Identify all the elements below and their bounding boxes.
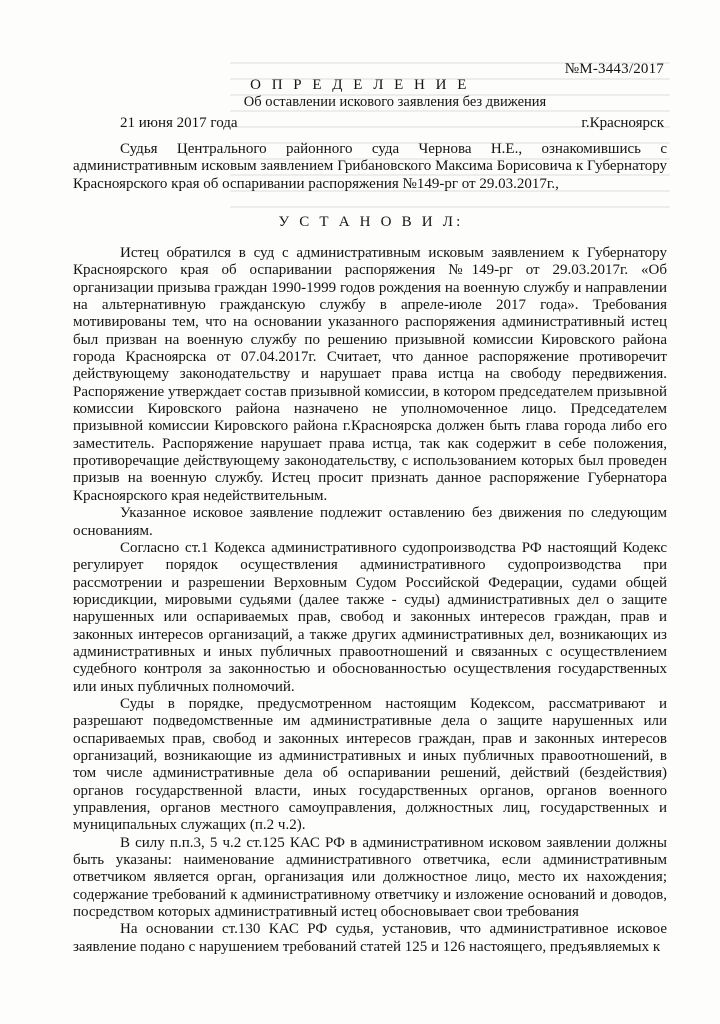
body-paragraph: В силу п.п.3, 5 ч.2 ст.125 КАС РФ в административном исковом заявлении должны быть указаны: наименование административного ответчика, если административным ответчиком является орган, организация или должностное лицо, место их нахождения; содержание требований к административному ответчику и изложение оснований и доводов, посредством которых административный истец обосновывает свои требования — [73, 834, 667, 921]
body-paragraph: Указанное исковое заявление подлежит оставлению без движения по следующим основаниям. — [73, 505, 667, 539]
case-number: №М-3443/2017 — [564, 61, 664, 77]
ustanovil-heading: У С Т А Н О В И Л: — [278, 214, 464, 230]
body-paragraph: Согласно ст.1 Кодекса административного судопроизводства РФ настоящий Кодекс регулирует порядок осуществления административного судопроизводства при рассмотрении и разрешении Верховным Судом Российской Федерации, судами общей юрисдикции, мировыми судьями (далее также - суды) административных дел о защите нарушенных или оспариваемых прав, свобод и законных интересов граждан, прав и законных интересов организаций, а также других административных дел, возникающих из административных и иных публичных правоотношений и связанных с осуществлением судебного контроля за законностью и обоснованностью осуществления государственных или иных публичных полномочий. — [73, 539, 667, 695]
body-paragraph: Истец обратился в суд с административным исковым заявлением к Губернатору Красноярского края об оспаривании распоряжения №149-рг от 29.03.2017г. «Об организации призыва граждан 1990-1999 годов рождения на военную службу и направлении на альтернативную гражданскую службу в апреле-июле 2017 года». Требования мотивированы тем, что на основании указанного распоряжения административный истец был призван на военную службу по решению призывной комиссии Кировского района города Красноярска от 07.04.2017г. Считает, что данное распоряжение противоречит действующему законодательству и нарушает права истца на свободу передвижения. Распоряжение утверждает состав призывной комиссии, в котором председателем призывной комиссии Кировского района назначено не уполномоченное лицо. Председателем призывной комиссии Кировского района г.Красноярска должен быть глава города либо его заместитель. Распоряжение нарушает права истца, так как содержит в себе положения, противоречащие действующему законодательству, с использованием которых был проведен призыв на военную службу. Истец просит признать данное распоряжение Губернатора Красноярского края недействительным. — [73, 245, 667, 504]
document-city: г.Красноярск — [581, 115, 664, 131]
document-date: 21 июня 2017 года — [120, 115, 238, 131]
intro-paragraph: Судья Центрального районного суда Чернова Н.Е., ознакомившись с административным исковым заявлением Грибановского Максима Борисовича к Губернатору Красноярского края об оспаривании распоряжения №149-рг от 29.03.2017г., — [73, 141, 667, 192]
body-paragraph: Суды в порядке, предусмотренном настоящим Кодексом, рассматривают и разрешают подведомственные им административные дела о защите нарушенных или оспариваемых прав, свобод и законных интересов граждан, прав и законных интересов организаций, возникающие из административных и иных публичных правоотношений, в том числе административные дела об оспаривании решений, действий (бездействия) органов государственной власти, иных государственных органов, органов военного управления, органов местного самоуправления, должностных лиц, государственных и муниципальных служащих (п.2 ч.2). — [73, 695, 667, 834]
document-body — [73, 245, 667, 956]
body-paragraph: На основании ст.130 КАС РФ судья, установив, что административное исковое заявление подано с нарушением требований статей 125 и 126 настоящего, предъявляемых к — [73, 921, 667, 955]
document-subtitle: Об оставлении искового заявления без движения — [243, 94, 547, 110]
document-title: О П Р Е Д Е Л Е Н И Е — [250, 77, 470, 93]
